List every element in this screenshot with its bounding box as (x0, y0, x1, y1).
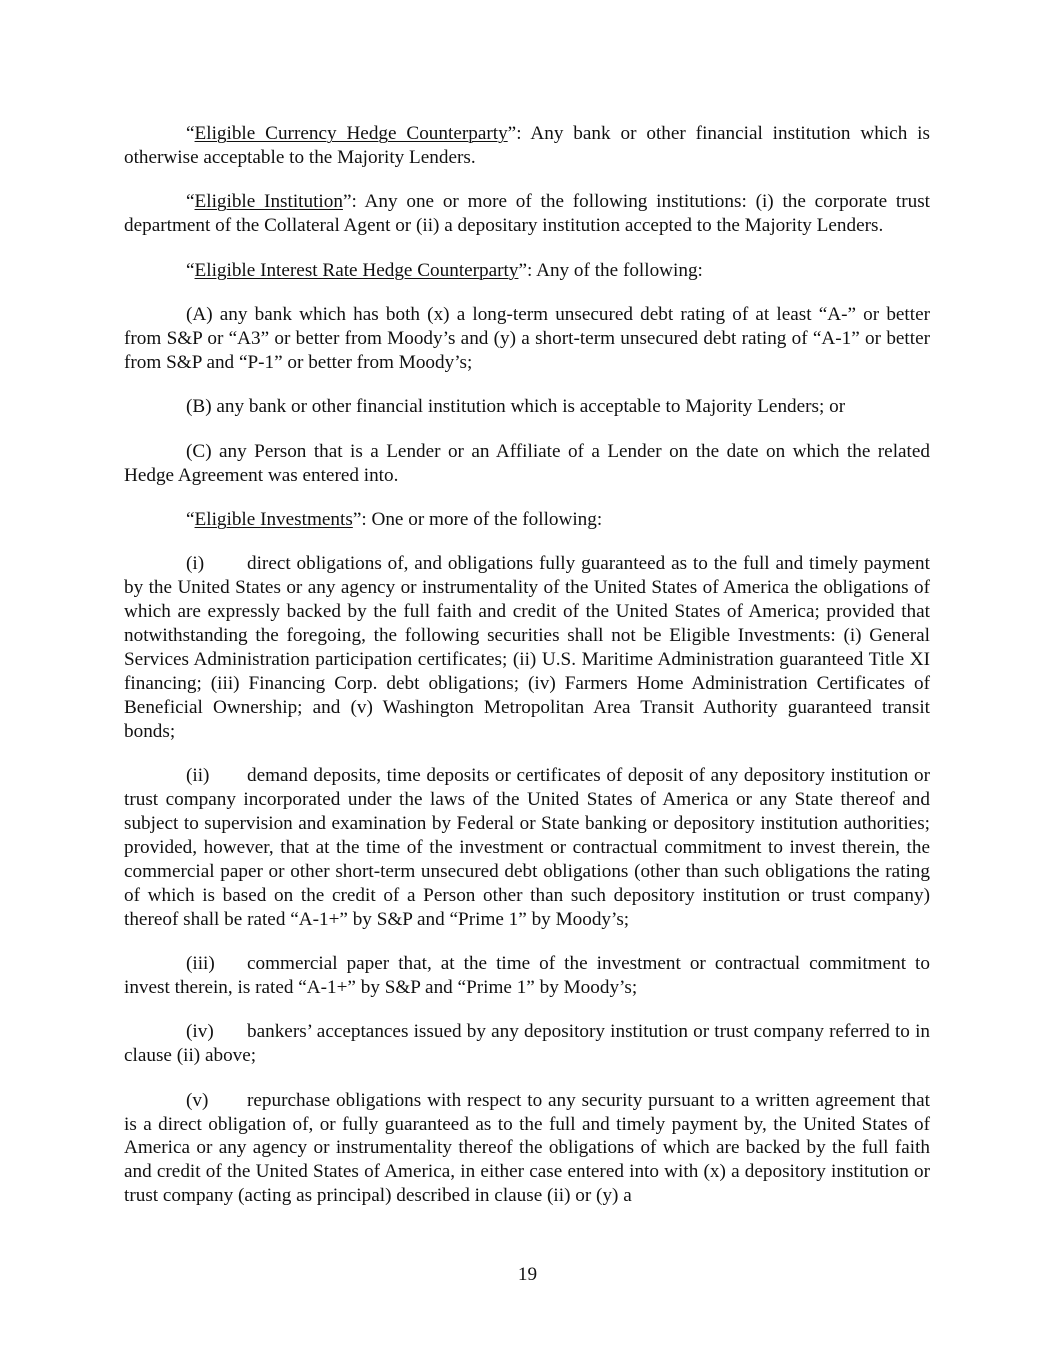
investment-item-ii (124, 764, 930, 931)
item-text: bankers’ acceptances issued by any depository institution or trust company referred to in clause (ii) above; (124, 1021, 930, 1067)
hedge-counterparty-item-a: (A) any bank which has both (x) a long-term unsecured debt rating of at least “A-” or better from S&P or “A3” or better from Moody’s and (y) a short-term unsecured debt rating of “A-1” or better from S&P and “P-1” or better from Moody’s; (124, 304, 930, 373)
defined-term: Eligible Currency Hedge Counterparty (194, 123, 508, 144)
definition-body: : One or more of the following: (361, 508, 603, 530)
investment-item-v (124, 1089, 930, 1209)
definition-eligible-interest-rate-hedge-counterparty: “Eligible Interest Rate Hedge Counterparty”: Any of the following: (186, 259, 703, 281)
page-number: 19 (517, 1264, 538, 1285)
item-label: (iii) (186, 952, 215, 974)
item-label: (ii) (186, 765, 210, 787)
definition-body: : Any one or more of the following institutions: (i) the corporate trust department of the Collateral Agent or (ii) a depositary institution accepted to the Majority Lenders. (124, 191, 930, 237)
hedge-counterparty-item-b: (B) any bank or other financial institution which is acceptable to Majority Lenders; or (186, 396, 846, 418)
item-text: commercial paper that, at the time of the investment or contractual commitment to invest therein, is rated “A-1+” by S&P and “Prime 1” by Moody’s; (124, 952, 930, 998)
investment-item-iii (124, 952, 930, 1000)
hedge-counterparty-item-c: (C) any Person that is a Lender or an Affiliate of a Lender on the date on which the related Hedge Agreement was entered into. (124, 440, 930, 486)
item-label: (i) (186, 553, 205, 575)
item-text: demand deposits, time deposits or certificates of deposit of any depository institution or trust company incorporated under the laws of the United States of America or any State thereof and subject to supervision and examination by Federal or State banking or depository institution authorities; provided, however, that at the time of the investment or contractual commitment to invest therein, the commercial paper or other short-term unsecured debt obligations (other than such obligations the rating of which is based on the credit of a Person other than such depository institution or trust company) thereof shall be rated “A-1+” by S&P and “Prime 1” by Moody’s; (124, 765, 930, 930)
definition-eligible-investments: “Eligible Investments”: One or more of the following: (186, 508, 603, 530)
investment-item-iv (124, 1020, 930, 1068)
item-label: (v) (186, 1089, 209, 1111)
definition-eligible-currency-hedge-counterparty: “Eligible Currency Hedge Counterparty”: Any bank or other financial institution which is otherwise acceptable to the Majority Lenders. (124, 123, 930, 168)
investment-item-i (124, 552, 930, 743)
definition-eligible-institution: “Eligible Institution”: Any one or more of the following institutions: (i) the corporate trust department of the Collateral Agent or (ii) a depositary institution accepted to the Majority Lenders. (124, 191, 930, 237)
item-text: repurchase obligations with respect to any security pursuant to a written agreement that is a direct obligation of, or fully guaranteed as to the full and timely payment by, the United States of America or any agency or instrumentality thereof the obligations of which are backed by the full faith and credit of the United States of America, in either case entered into with (x) a depository institution or trust company (acting as principal) described in clause (ii) or (y) a (124, 1089, 930, 1207)
definition-body: : Any of the following: (527, 259, 703, 281)
defined-term: Eligible Institution (194, 191, 343, 213)
item-label: (iv) (186, 1021, 214, 1043)
definition-body: : Any bank or other financial institution which is otherwise acceptable to the Majority Lenders. (124, 123, 930, 168)
defined-term: Eligible Investments (194, 508, 353, 530)
item-text: direct obligations of, and obligations fully guaranteed as to the full and timely payment by the United States or any agency or instrumentality of the United States of America the obligations of which are expressly backed by the full faith and credit of the United States of America; provided that notwithstanding the foregoing, the following securities shall not be Eligible Investments: (i) General Services Administration participation certificates; (ii) U.S. Maritime Administration guaranteed Title XI financing; (iii) Financing Corp. debt obligations; (iv) Farmers Home Administration Certificates of Beneficial Ownership; and (v) Washington Metropolitan Area Transit Authority guaranteed transit bonds; (124, 553, 930, 742)
document-page (124, 122, 930, 1229)
defined-term: Eligible Interest Rate Hedge Counterparty (194, 259, 519, 281)
